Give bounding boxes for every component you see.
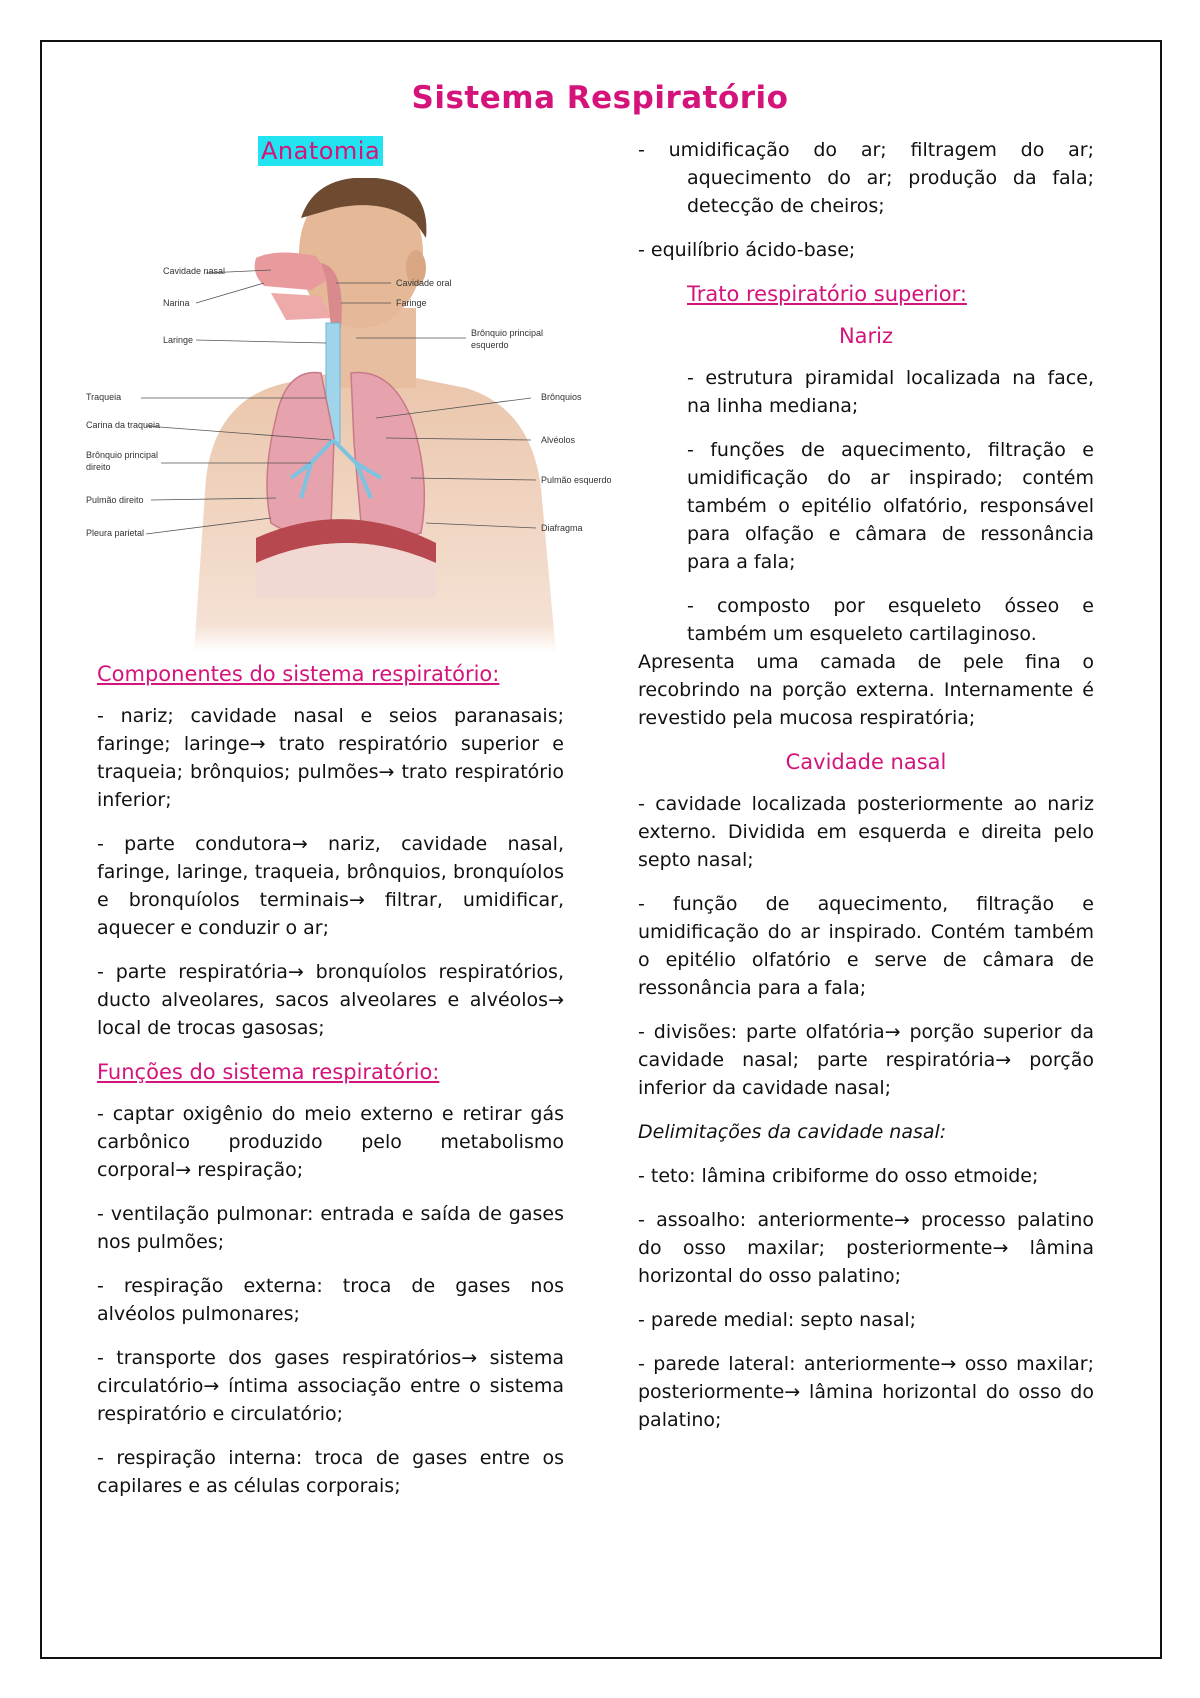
list-item: - nariz; cavidade nasal e seios paranasais; faringe; laringe→ trato respiratório superior e traqueia; brônquios; pulmões→ trato respiratório inferior;	[97, 705, 564, 811]
list-item: - respiração interna: troca de gases entre os capilares e as células corporais;	[97, 1447, 564, 1497]
nasal-cavity-heading: Cavidade nasal	[785, 750, 947, 774]
right-column	[638, 136, 1094, 1450]
list-item: - estrutura piramidal localizada na face, na linha mediana;	[687, 367, 1094, 417]
figure-label: Narina	[163, 298, 190, 308]
list-item: - parte respiratória→ bronquíolos respiratórios, ducto alveolares, sacos alveolares e alvéolos→ local de trocas gasosas;	[97, 961, 564, 1039]
figure-label: Cavidade nasal	[163, 266, 226, 276]
list-item: Apresenta uma camada de pele fina o recobrindo na porção externa. Internamente é revestido pela mucosa respiratória;	[638, 651, 1094, 729]
figure-label: Traqueia	[86, 392, 122, 402]
list-item: - cavidade localizada posteriormente ao nariz externo. Dividida em esquerda e direita pelo septo nasal;	[638, 793, 1094, 871]
list-item: - equilíbrio ácido-base;	[638, 239, 856, 261]
figure-label: Alvéolos	[541, 435, 576, 445]
upper-tract-heading: Trato respiratório superior:	[687, 282, 967, 306]
figure-label: direito	[86, 462, 111, 472]
figure-label: Brônquios	[541, 392, 582, 402]
delimitations-heading: Delimitações da cavidade nasal:	[638, 1121, 947, 1143]
list-item: - transporte dos gases respiratórios→ sistema circulatório→ íntima associação entre o sistema respiratório e circulatório;	[97, 1347, 564, 1425]
components-heading: Componentes do sistema respiratório:	[97, 662, 500, 686]
page-title: Sistema Respiratório	[411, 80, 789, 116]
list-item: - composto por esqueleto ósseo e também um esqueleto cartilaginoso.	[687, 595, 1094, 645]
figure-label: Pulmão direito	[86, 495, 144, 505]
list-item: - parede medial: septo nasal;	[638, 1309, 917, 1331]
functions-heading: Funções do sistema respiratório:	[97, 1060, 440, 1084]
list-item: - funções de aquecimento, filtração e umidificação do ar inspirado; contém também o epitélio olfatório, responsável para olfação e câmara de ressonância para a fala;	[687, 439, 1094, 573]
figure-label: esquerdo	[471, 340, 509, 350]
figure-label: Carina da traqueia	[86, 420, 161, 430]
list-item: - ventilação pulmonar: entrada e saída de gases nos pulmões;	[97, 1203, 564, 1253]
figure-label: Pleura parietal	[86, 528, 145, 538]
list-item: - respiração externa: troca de gases nos alvéolos pulmonares;	[97, 1275, 564, 1325]
nose-heading: Nariz	[838, 324, 894, 348]
anatomy-heading: Anatomia	[258, 136, 383, 166]
list-item: - função de aquecimento, filtração e umidificação do ar inspirado. Contém também o epitélio olfatório e serve de câmara de ressonância para a fala;	[638, 893, 1094, 999]
list-item: - teto: lâmina cribiforme do osso etmoide;	[638, 1165, 1039, 1187]
list-item: - divisões: parte olfatória→ porção superior da cavidade nasal; parte respiratória→ porção inferior da cavidade nasal;	[638, 1021, 1094, 1099]
figure-label: Brônquio principal	[471, 328, 544, 338]
list-item: - assoalho: anteriormente→ processo palatino do osso maxilar; posteriormente→ lâmina horizontal do osso palatino;	[638, 1209, 1094, 1287]
figure-label: Laringe	[163, 335, 194, 345]
left-column	[97, 660, 564, 1516]
respiratory-anatomy-figure	[86, 178, 676, 653]
figure-label: Brônquio principal	[86, 450, 159, 460]
figure-label: Diafragma	[541, 523, 583, 533]
list-item: - parede lateral: anteriormente→ osso maxilar; posteriormente→ lâmina horizontal do osso do palatino;	[638, 1353, 1094, 1431]
figure-label: Pulmão esquerdo	[541, 475, 612, 485]
figure-label: Cavidade oral	[396, 278, 452, 288]
list-item: - umidificação do ar; filtragem do ar; aquecimento do ar; produção da fala; detecção de cheiros;	[638, 139, 1094, 217]
figure-label: Faringe	[396, 298, 427, 308]
list-item: - captar oxigênio do meio externo e retirar gás carbônico produzido pelo metabolismo corporal→ respiração;	[97, 1103, 564, 1181]
list-item: - parte condutora→ nariz, cavidade nasal, faringe, laringe, traqueia, brônquios, bronquíolos e bronquíolos terminais→ filtrar, umidificar, aquecer e conduzir o ar;	[97, 833, 564, 939]
